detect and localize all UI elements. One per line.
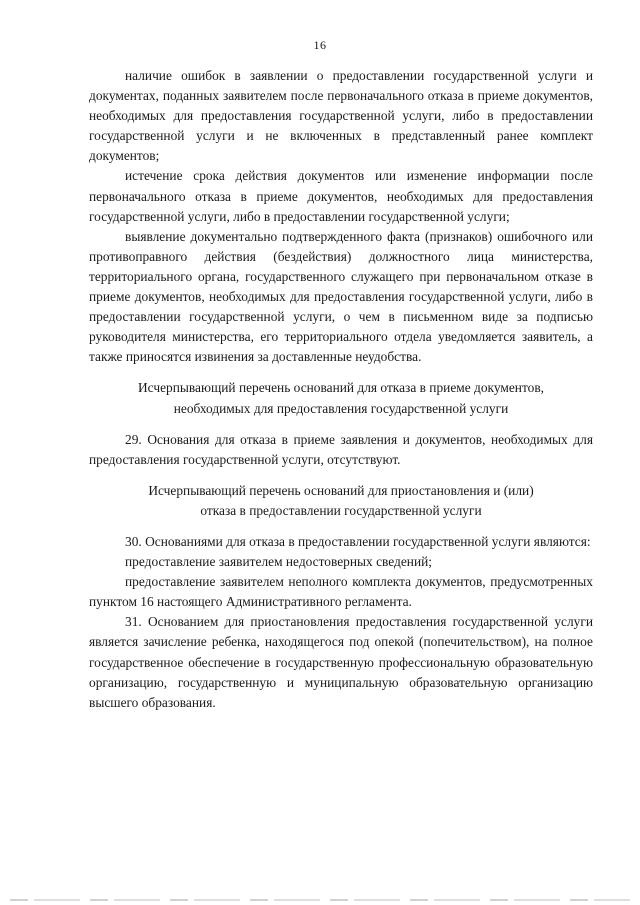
paragraph: 30. Основаниями для отказа в предоставлении государственной услуги являются: — [125, 533, 591, 549]
section-heading: Исчерпывающий перечень оснований для отказа в приеме документов, необходимых для предоставления государственной услуги — [137, 380, 545, 416]
section-heading: Исчерпывающий перечень оснований для приостановления и (или) отказа в предоставлении государственной услуги — [148, 482, 534, 518]
paragraph: выявление документально подтвержденного факта (признаков) ошибочного или противоправного действия (бездействия) должностного лица министерства, территориального органа, государственного служащего при первоначальном отказе в приеме документов, необходимых для предоставления государственной услуги, либо в предоставлении государственной услуги, о чем в письменном виде за подписью руководителя министерства, его территориального отдела уведомляется заявитель, а также приносятся извинения за доставленные неудобства. — [89, 228, 593, 365]
paragraph: предоставление заявителем неполного комплекта документов, предусмотренных пунктом 16 настоящего Административного регламента. — [89, 574, 593, 610]
paragraph: истечение срока действия документов или изменение информации после первоначального отказа в приеме документов, необходимых для предоставления государственной услуги, либо в предоставлении государственной услуги; — [89, 168, 593, 224]
paragraph: наличие ошибок в заявлении о предоставлении государственной услуги и документах, поданных заявителем после первоначального отказа в приеме документов, необходимых для предоставления государственной услуги, либо в предоставлении государственной услуги и не включенных в представленный ранее комплект документов; — [89, 68, 593, 164]
document-body — [89, 66, 593, 713]
paragraph: 29. Основания для отказа в приеме заявления и документов, необходимых для предоставления государственной услуги, отсутствуют. — [89, 431, 593, 467]
scan-footer-artifact — [10, 899, 630, 901]
paragraph: предоставление заявителем недостоверных сведений; — [125, 554, 432, 570]
page-number: 16 — [313, 38, 327, 52]
paragraph: 31. Основанием для приостановления предоставления государственной услуги является зачисление ребенка, находящегося под опекой (попечительством), на полное государственное обеспечение в государственную профессиональную образовательную организацию, государственную и муниципальную образовательную организацию высшего образования. — [89, 614, 593, 710]
